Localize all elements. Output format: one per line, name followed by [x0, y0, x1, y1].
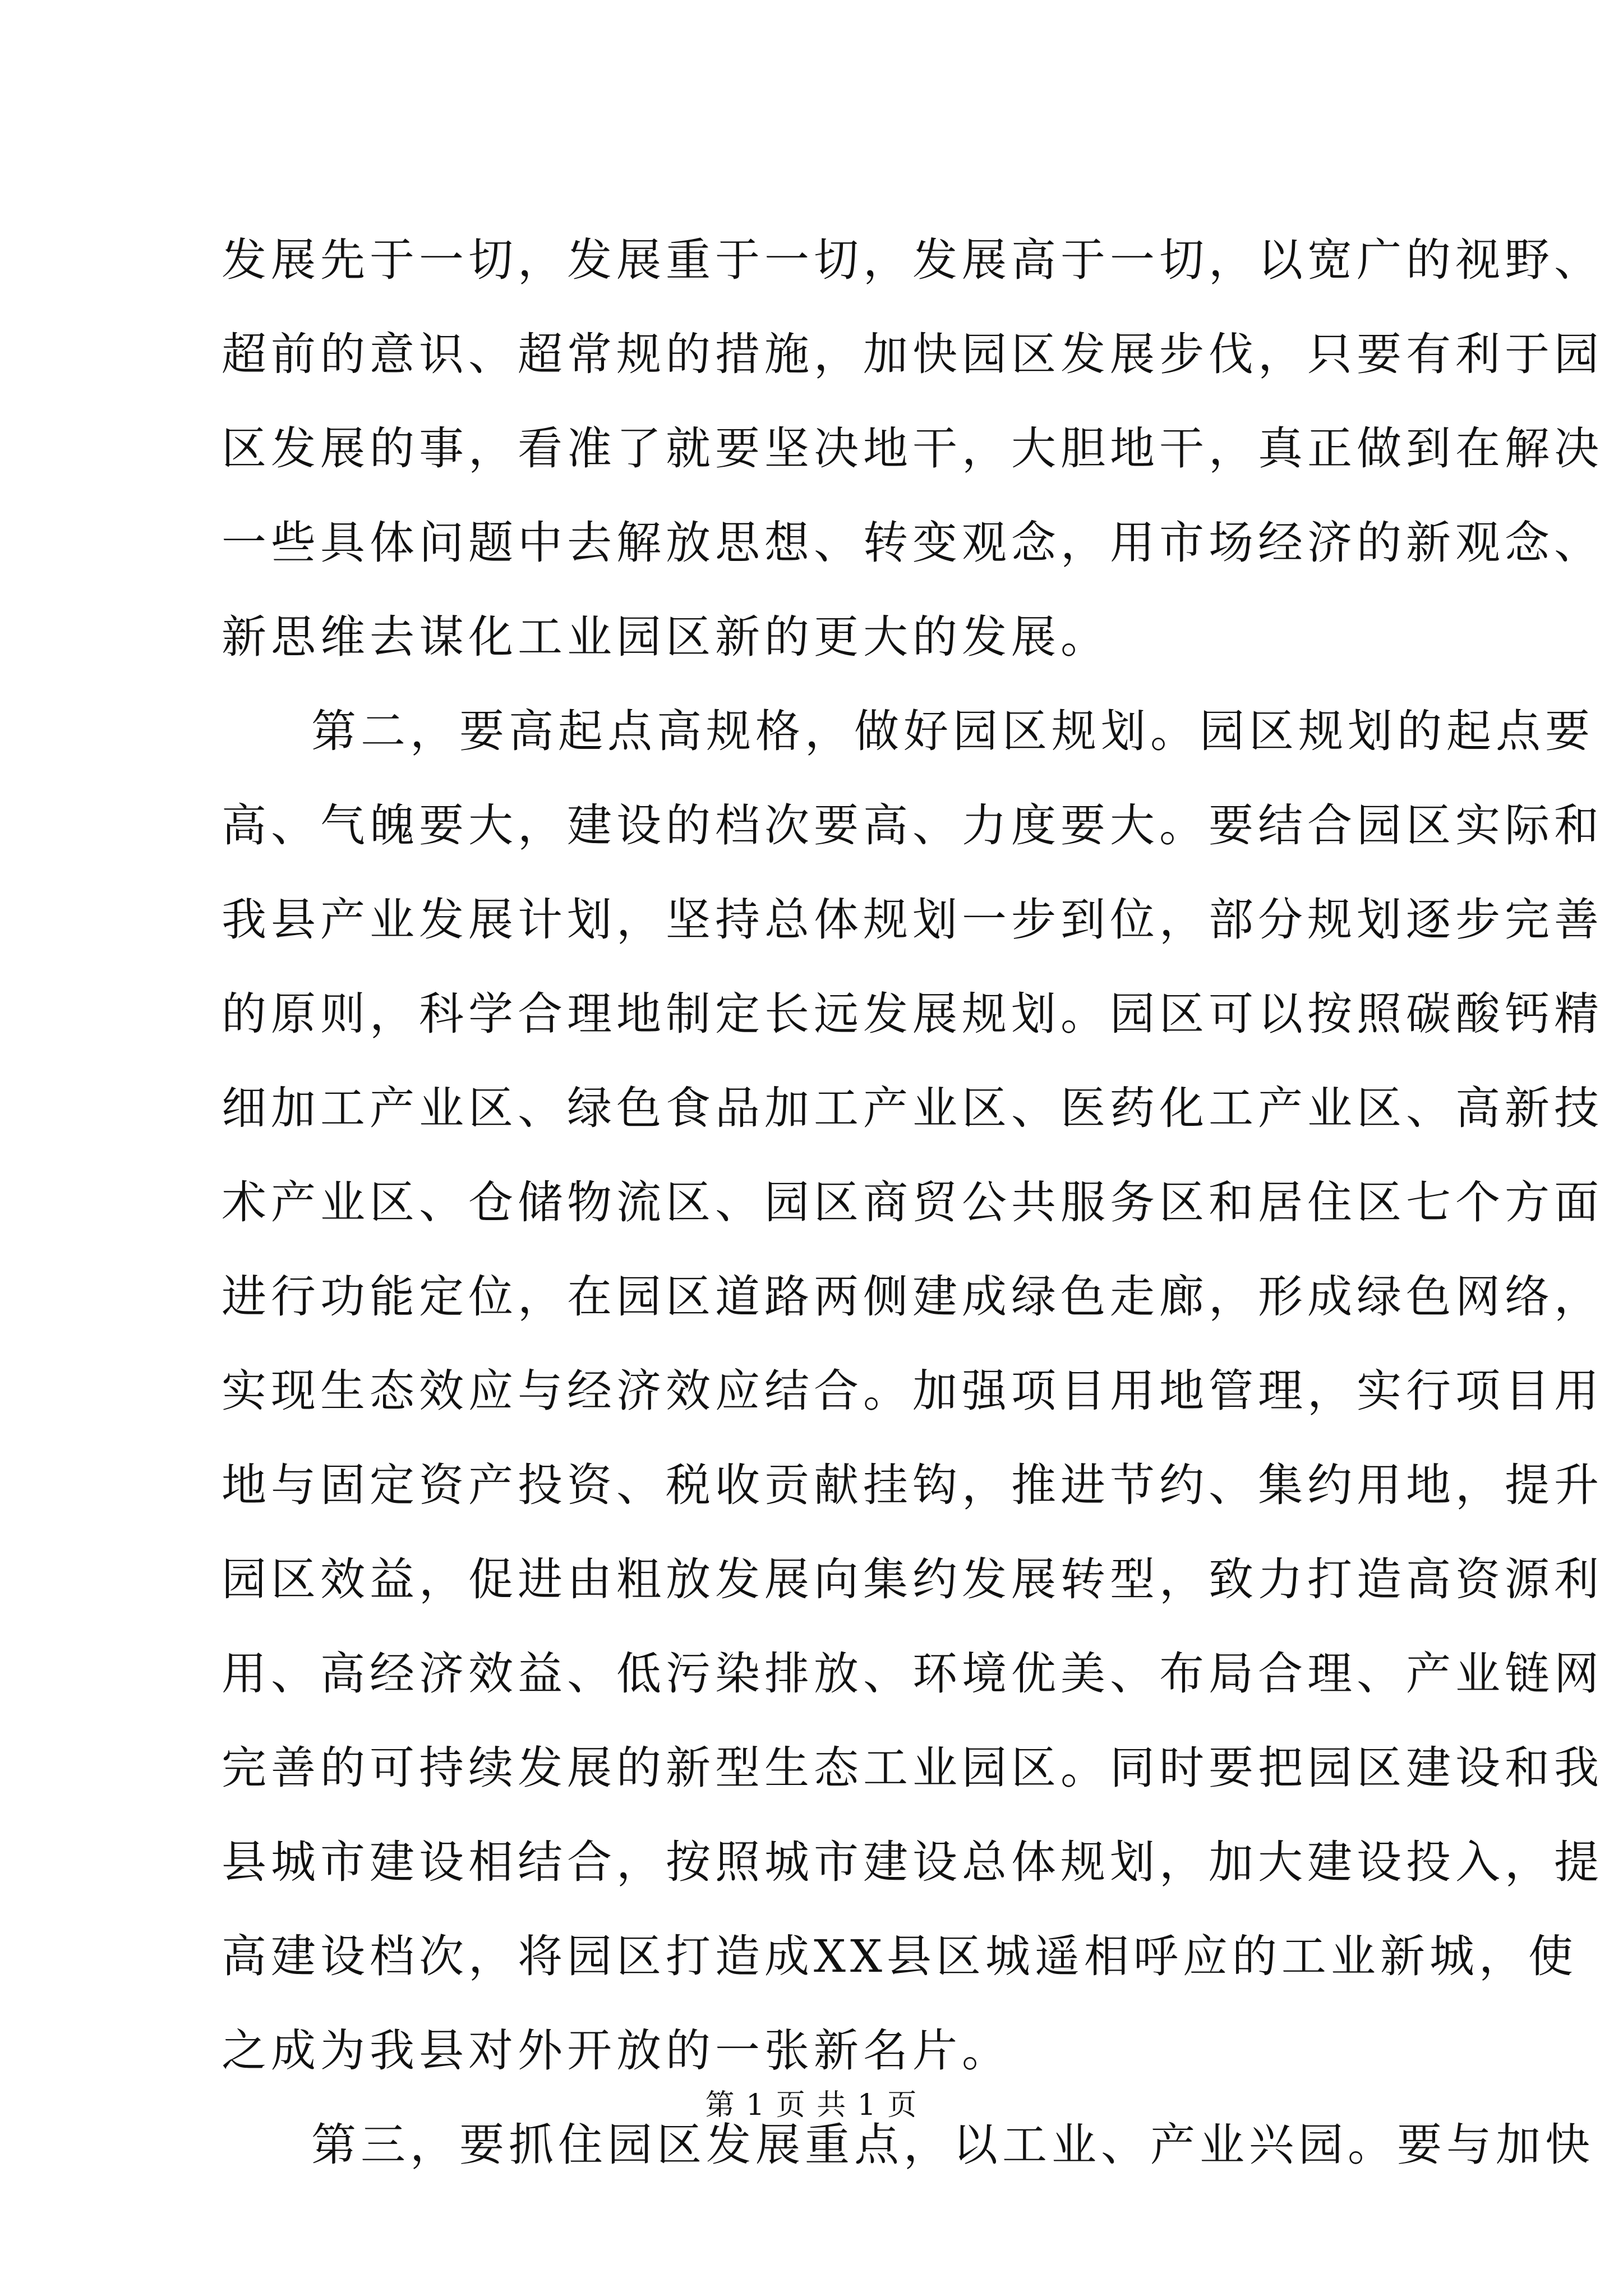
text-line: 新思维去谋化工业园区新的更大的发展。	[222, 611, 1110, 663]
text-line: 高、气魄要大，建设的档次要高、力度要大。要结合园区实际和	[222, 799, 1603, 852]
text-line: 一些具体问题中去解放思想、转变观念，用市场经济的新观念、	[222, 517, 1603, 569]
paragraph-first-line: 第二，要高起点高规格，做好园区规划。园区规划的起点要	[311, 705, 1594, 757]
text-line: 术产业区、仓储物流区、园区商贸公共服务区和居住区七个方面	[222, 1176, 1603, 1228]
text-line: 实现生态效应与经济效应结合。加强项目用地管理，实行项目用	[222, 1365, 1603, 1417]
page-footer: 第 1 页 共 1 页	[705, 2088, 918, 2122]
text-line: 高建设档次，将园区打造成XX县区城遥相呼应的工业新城，使	[222, 1930, 1578, 1982]
text-line: 完善的可持续发展的新型生态工业园区。同时要把园区建设和我	[222, 1742, 1603, 1794]
text-line: 县城市建设相结合，按照城市建设总体规划，加大建设投入，提	[222, 1836, 1603, 1888]
text-line: 我县产业发展计划，坚持总体规划一步到位，部分规划逐步完善	[222, 894, 1603, 946]
text-line: 超前的意识、超常规的措施，加快园区发展步伐，只要有利于园	[222, 328, 1603, 380]
text-line: 发展先于一切，发展重于一切，发展高于一切，以宽广的视野、	[222, 234, 1603, 286]
document-body	[222, 213, 1603, 2192]
text-line: 用、高经济效益、低污染排放、环境优美、布局合理、产业链网	[222, 1648, 1603, 1700]
text-line: 的原则，科学合理地制定长远发展规划。园区可以按照碳酸钙精	[222, 988, 1603, 1040]
text-line: 进行功能定位，在园区道路两侧建成绿色走廊，形成绿色网络，	[222, 1271, 1603, 1323]
text-line: 园区效益，促进由粗放发展向集约发展转型，致力打造高资源利	[222, 1553, 1603, 1605]
text-line: 区发展的事，看准了就要坚决地干，大胆地干，真正做到在解决	[222, 422, 1603, 475]
text-line: 地与固定资产投资、税收贡献挂钩，推进节约、集约用地，提升	[222, 1459, 1603, 1511]
text-line: 之成为我县对外开放的一张新名片。	[222, 2024, 1011, 2077]
text-line: 细加工产业区、绿色食品加工产业区、医药化工产业区、高新技	[222, 1082, 1603, 1134]
paragraph-first-line: 第三，要抓住园区发展重点，以工业、产业兴园。要与加快	[311, 2119, 1594, 2171]
